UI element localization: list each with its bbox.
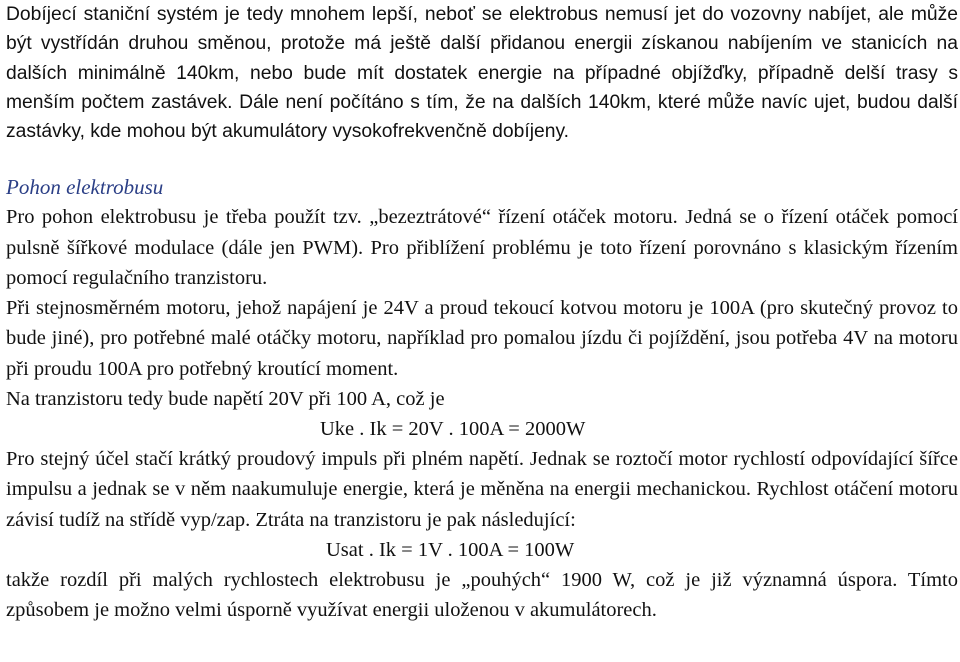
section-heading: Pohon elektrobusu (6, 175, 164, 200)
equation-loss-pwm: Usat . Ik = 1V . 100A = 100W (326, 538, 575, 561)
savings-paragraph: takže rozdíl při malých rychlostech elektrobusu je „pouhých“ 1900 W, což je již významná úspora. Tímto způsobem je možno velmi úsporně využívat energii uloženou v akumulátorech. (6, 568, 958, 622)
intro-paragraph: Dobíjecí staniční systém je tedy mnohem lepší, neboť se elektrobus nemusí jet do vozovny nabíjet, ale může být vystřídán druhou směnou, protože má ještě další přidanou energii získanou nabíjením ve stanicích na dalších minimálně 140km, nebo bude mít dostatek energie na případné objížďky, případně delší trasy s menším počtem zastávek. Dále není počítáno s tím, že na dalších 140km, které může navíc ujet, budou další zastávky, kde mohou být akumulátory vysokofrekvenčně dobíjeny. (6, 4, 958, 143)
motor-paragraph: Při stejnosměrném motoru, jehož napájení je 24V a proud tekoucí kotvou motoru je 100A (pro skutečný provoz to bude jiné), pro potřebné malé otáčky motoru, například pro pomalou jízdu či pojíždění, jsou potřeba 4V na motoru při proudu 100A pro potřebný kroutící moment. (6, 297, 958, 380)
equation-loss-linear: Uke . Ik = 20V . 100A = 2000W (320, 417, 586, 440)
pwm-paragraph: Pro pohon elektrobusu je třeba použít tzv. „bezeztrátové“ řízení otáček motoru. Jedná se o řízení otáček pomocí pulsně šířkové modulace (dále jen PWM). Pro přiblížení problému je toto řízení porovnáno s klasickým řízením pomocí regulačního tranzistoru. (6, 206, 958, 289)
pulse-paragraph: Pro stejný účel stačí krátký proudový impuls při plném napětí. Jednak se roztočí motor rychlostí odpovídající šířce impulsu a jednak se v něm naakumuluje energie, která je měněna na energii mechanickou. Rychlost otáčení motoru závisí tudíž na střídě vyp/zap. Ztráta na tranzistoru je pak následující: (6, 448, 958, 531)
transistor-voltage-paragraph: Na tranzistoru tedy bude napětí 20V při 100 A, což je (6, 387, 445, 410)
document-page (6, 0, 958, 625)
